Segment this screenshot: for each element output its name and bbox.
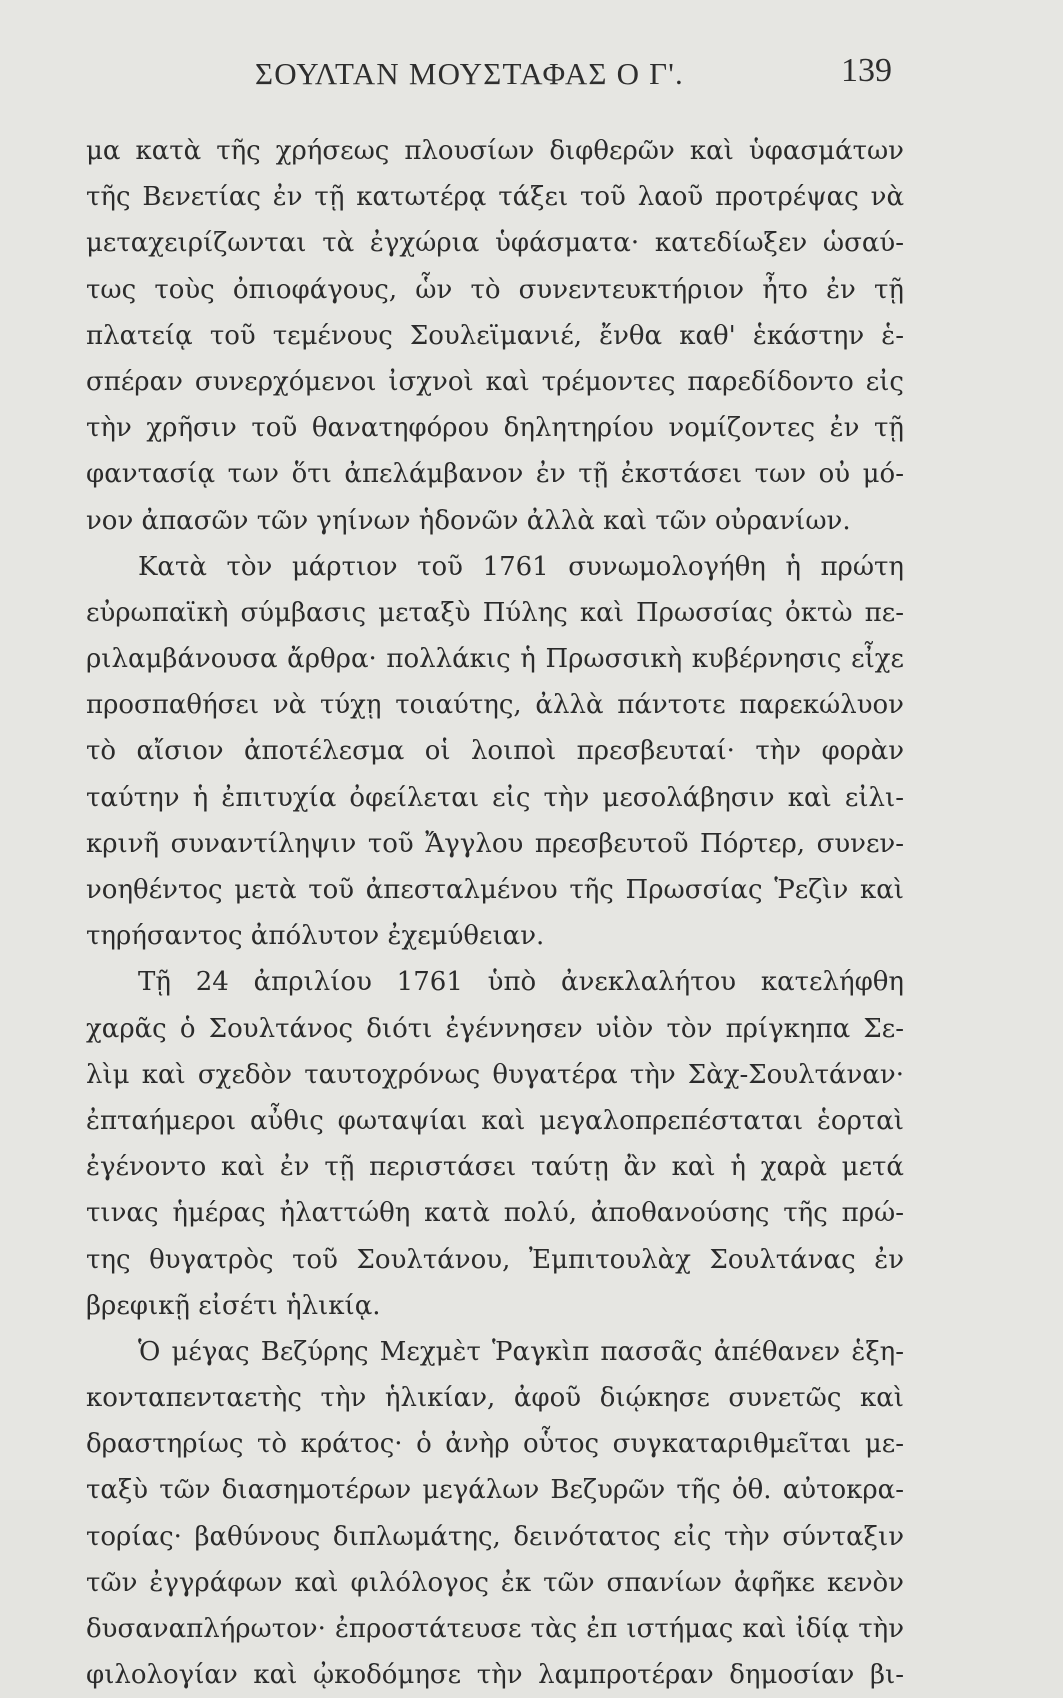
text-line: βρεφικῇ εἰσέτι ἡλικίᾳ.: [86, 1290, 381, 1321]
text-line: τῆς Βενετίας ἐν τῇ κατωτέρᾳ τάξει τοῦ λαοῦ προτρέψας νὰ: [86, 182, 904, 213]
text-line: φιλολογίαν καὶ ᾠκοδόμησε τὴν λαμπροτέραν δημοσίαν βι-: [86, 1660, 904, 1691]
text-line: κρινῆ συναντίληψιν τοῦ Ἄγγλου πρεσβευτοῦ Πόρτερ, συνεν-: [86, 828, 904, 859]
text-line: μα κατὰ τῆς χρήσεως πλουσίων διφθερῶν καὶ ὑφασμάτων: [86, 136, 904, 166]
text-line: τὸ αἴσιον ἀποτέλεσμα οἱ λοιποὶ πρεσβευταί· τὴν φορὰν: [86, 736, 904, 767]
text-line: τῶν ἐγγράφων καὶ φιλόλογος ἐκ τῶν σπανίων ἀφῆκε κενὸν: [86, 1567, 904, 1598]
text-line: ἐπταήμεροι αὖθις φωταψίαι καὶ μεγαλοπρεπέσταται ἑορταὶ: [86, 1105, 904, 1136]
text-line: λὶμ καὶ σχεδὸν ταυτοχρόνως θυγατέρα τὴν Σὰχ-Σουλτάναν·: [86, 1059, 904, 1090]
text-line: εὐρωπαϊκὴ σύμβασις μεταξὺ Πύλης καὶ Πρωσσίας ὀκτὼ πε-: [86, 597, 904, 628]
text-line: ριλαμβάνουσα ἄρθρα· πολλάκις ἡ Πρωσσικὴ κυβέρνησις εἶχε: [86, 644, 904, 675]
text-line: ἐγένοντο καὶ ἐν τῇ περιστάσει ταύτῃ ἂν καὶ ἡ χαρὰ μετά: [86, 1152, 904, 1183]
text-line: τορίας· βαθύνους διπλωμάτης, δεινότατος εἰς τὴν σύνταξιν: [86, 1521, 904, 1552]
paragraph-first-line: Τῇ 24 ἀπριλίου 1761 ὑπὸ ἀνεκλαλήτου κατελήφθη: [138, 967, 904, 998]
text-line: προσπαθήσει νὰ τύχῃ τοιαύτης, ἀλλὰ πάντοτε παρεκώλυον: [86, 690, 904, 721]
text-line: ταξὺ τῶν διασημοτέρων μεγάλων Βεζυρῶν τῆς ὀθ. αὐτοκρα-: [86, 1475, 904, 1506]
text-line: δυσαναπλήρωτον· ἐπροστάτευσε τὰς ἐπ ιστήμας καὶ ἰδίᾳ τὴν: [86, 1614, 904, 1644]
text-line: ταύτην ἡ ἐπιτυχία ὀφείλεται εἰς τὴν μεσολάβησιν καὶ εἰλι-: [86, 782, 904, 813]
body-text: [86, 128, 904, 1698]
text-line: μεταχειρίζωνται τὰ ἐγχώρια ὑφάσματα· κατεδίωξεν ὡσαύ-: [86, 228, 904, 259]
text-line: κονταπενταετὴς τὴν ἡλικίαν, ἀφοῦ διῴκησε συνετῶς καὶ: [86, 1383, 904, 1414]
page-number: 139: [841, 52, 892, 89]
text-line: τὴν χρῆσιν τοῦ θανατηφόρου δηλητηρίου νομίζοντες ἐν τῇ: [86, 413, 904, 444]
text-line: τως τοὺς ὀπιοφάγους, ὧν τὸ συνεντευκτήριον ἦτο ἐν τῇ: [86, 274, 904, 305]
text-line: τινας ἡμέρας ἠλαττώθη κατὰ πολύ, ἀποθανούσης τῆς πρώ-: [86, 1198, 904, 1229]
running-title: ΣΟΥΛΤΑΝ ΜΟΥΣΤΑΦΑΣ Ο Γ'.: [255, 56, 684, 91]
text-line: της θυγατρὸς τοῦ Σουλτάνου, Ἐμπιτουλὰχ Σουλτάνας ἐν: [86, 1244, 904, 1275]
text-line: σπέραν συνερχόμενοι ἰσχνοὶ καὶ τρέμοντες παρεδίδοντο εἰς: [86, 366, 904, 397]
text-line: δραστηρίως τὸ κράτος· ὁ ἀνὴρ οὗτος συγκαταριθμεῖται με-: [86, 1429, 904, 1460]
paragraph-first-line: Ὁ μέγας Βεζύρης Μεχμὲτ Ῥαγκὶπ πασσᾶς ἀπέθανεν ἑξη-: [138, 1336, 904, 1367]
text-line: νοηθέντος μετὰ τοῦ ἀπεσταλμένου τῆς Πρωσσίας Ῥεζὶν καὶ: [86, 875, 904, 905]
page-header: [140, 52, 910, 104]
text-line: τηρήσαντος ἀπόλυτον ἐχεμύθειαν.: [86, 921, 545, 952]
text-line: νον ἀπασῶν τῶν γηίνων ἡδονῶν ἀλλὰ καὶ τῶν οὐρανίων.: [86, 505, 851, 536]
paragraph-first-line: Κατὰ τὸν μάρτιον τοῦ 1761 συνωμολογήθη ἡ πρώτη: [138, 551, 904, 582]
text-line: φαντασίᾳ των ὅτι ἀπελάμβανον ἐν τῇ ἐκστάσει των οὐ μό-: [86, 459, 904, 490]
text-line: χαρᾶς ὁ Σουλτάνος διότι ἐγέννησεν υἱὸν τὸν πρίγκηπα Σε-: [86, 1013, 904, 1044]
text-line: πλατείᾳ τοῦ τεμένους Σουλεϊμανιέ, ἔνθα καθ' ἑκάστην ἑ-: [86, 320, 904, 351]
